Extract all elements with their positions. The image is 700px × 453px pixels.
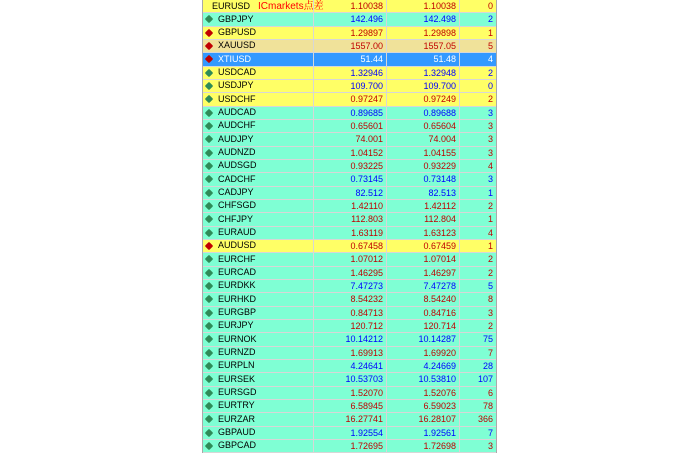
ask-price: 1.07014 <box>386 253 459 265</box>
symbol-cell <box>203 187 313 199</box>
symbol-row-euraud[interactable] <box>203 227 496 240</box>
symbol-cell <box>203 320 313 332</box>
spread-value: 2 <box>459 93 496 105</box>
symbol-cell <box>203 13 313 25</box>
ask-price: 0.93229 <box>386 160 459 172</box>
bid-price: 109.700 <box>313 80 386 92</box>
symbol-name: CADJPY <box>218 187 254 198</box>
bid-price: 1.69913 <box>313 347 386 359</box>
ask-price: 0.89688 <box>386 107 459 119</box>
symbol-name: AUDSGD <box>218 160 257 171</box>
symbol-status-icon <box>205 255 213 263</box>
symbol-row-eurpln[interactable] <box>203 360 496 373</box>
symbol-status-icon <box>205 109 213 117</box>
symbol-name: XTIUSD <box>218 53 252 64</box>
symbol-name: CHFJPY <box>218 213 254 224</box>
symbol-cell <box>203 80 313 92</box>
bid-price: 1.42110 <box>313 200 386 212</box>
symbol-name: EURSEK <box>218 373 256 384</box>
symbol-status-icon <box>205 215 213 223</box>
symbol-cell <box>203 373 313 385</box>
ask-price: 1.29898 <box>386 27 459 39</box>
symbol-row-audusd[interactable] <box>203 240 496 253</box>
symbol-cell <box>203 227 313 239</box>
symbol-cell <box>203 400 313 412</box>
symbol-cell <box>203 387 313 399</box>
symbol-row-gbpusd[interactable] <box>203 27 496 40</box>
symbol-name: AUDUSD <box>218 240 257 251</box>
ask-price: 74.004 <box>386 133 459 145</box>
bid-price: 1.32946 <box>313 67 386 79</box>
spread-value: 0 <box>459 80 496 92</box>
symbol-status-icon <box>205 15 213 23</box>
spread-value: 2 <box>459 320 496 332</box>
symbol-status-icon <box>204 4 208 8</box>
symbol-status-icon <box>205 282 213 290</box>
symbol-name: USDJPY <box>218 80 254 91</box>
bid-price: 8.54232 <box>313 293 386 305</box>
ask-price: 1.42112 <box>386 200 459 212</box>
symbol-row-gbpjpy[interactable] <box>203 13 496 26</box>
symbol-row-eurcad[interactable] <box>203 267 496 280</box>
symbol-row-eurchf[interactable] <box>203 253 496 266</box>
symbol-name: EURAUD <box>218 227 257 238</box>
symbol-name: AUDJPY <box>218 133 254 144</box>
bid-price: 10.53703 <box>313 373 386 385</box>
symbol-cell <box>203 200 313 212</box>
symbol-name: EURCHF <box>218 253 256 264</box>
symbol-row-cadjpy[interactable] <box>203 187 496 200</box>
symbol-cell <box>203 427 313 439</box>
symbol-status-icon <box>205 295 213 303</box>
ask-price: 1.92561 <box>386 427 459 439</box>
symbol-name: CHFSGD <box>218 200 256 211</box>
spread-value: 5 <box>459 40 496 52</box>
symbol-row-eurnzd[interactable] <box>203 347 496 360</box>
spread-value: 6 <box>459 387 496 399</box>
bid-price: 142.496 <box>313 13 386 25</box>
symbol-cell <box>203 333 313 345</box>
symbol-name: EURNOK <box>218 333 257 344</box>
symbol-status-icon <box>205 82 213 90</box>
symbol-cell <box>203 120 313 132</box>
annotation-text: ICmarkets点差 <box>258 0 324 12</box>
bid-price: 120.712 <box>313 320 386 332</box>
symbol-cell <box>203 413 313 425</box>
symbol-status-icon <box>205 268 213 276</box>
spread-value: 2 <box>459 267 496 279</box>
symbol-row-eurnok[interactable] <box>203 333 496 346</box>
symbol-cell <box>203 40 313 52</box>
symbol-row-eursek[interactable] <box>203 373 496 386</box>
ask-price: 6.59023 <box>386 400 459 412</box>
symbol-cell <box>203 53 313 65</box>
symbol-status-icon <box>205 175 213 183</box>
ask-price: 1.32948 <box>386 67 459 79</box>
symbol-name: AUDCHF <box>218 120 256 131</box>
symbol-cell <box>203 240 313 252</box>
spread-value: 4 <box>459 227 496 239</box>
symbol-name: EURNZD <box>218 347 256 358</box>
symbol-row-gbpaud[interactable] <box>203 427 496 440</box>
spread-value: 28 <box>459 360 496 372</box>
symbol-name: EURGBP <box>218 307 257 318</box>
symbol-row-usdchf[interactable] <box>203 93 496 106</box>
symbol-cell <box>203 347 313 359</box>
ask-price: 7.47278 <box>386 280 459 292</box>
symbol-row-chfsgd[interactable] <box>203 200 496 213</box>
symbol-name: GBPJPY <box>218 13 254 24</box>
ask-price: 1.72698 <box>386 440 459 452</box>
symbol-status-icon <box>205 55 213 63</box>
bid-price: 1557.00 <box>313 40 386 52</box>
ask-price: 10.14287 <box>386 333 459 345</box>
bid-price: 1.72695 <box>313 440 386 452</box>
symbol-status-icon <box>205 42 213 50</box>
bid-price: 6.58945 <box>313 400 386 412</box>
bid-price: 1.29897 <box>313 27 386 39</box>
spread-value: 78 <box>459 400 496 412</box>
ask-price: 51.48 <box>386 53 459 65</box>
ask-price: 109.700 <box>386 80 459 92</box>
symbol-status-icon <box>205 69 213 77</box>
bid-price: 1.46295 <box>313 267 386 279</box>
spread-value: 366 <box>459 413 496 425</box>
ask-price: 1.69920 <box>386 347 459 359</box>
spread-value: 75 <box>459 333 496 345</box>
symbol-name: EURUSD <box>212 0 251 11</box>
spread-value: 1 <box>459 27 496 39</box>
symbol-row-eurjpy[interactable] <box>203 320 496 333</box>
ask-price: 1.63123 <box>386 227 459 239</box>
symbol-name: AUDCAD <box>218 107 257 118</box>
symbol-cell <box>203 107 313 119</box>
ask-price: 112.804 <box>386 213 459 225</box>
symbol-row-usdjpy[interactable] <box>203 80 496 93</box>
ask-price: 10.53810 <box>386 373 459 385</box>
symbol-name: GBPAUD <box>218 427 256 437</box>
symbol-status-icon <box>205 95 213 103</box>
symbol-row-eurhkd[interactable] <box>203 293 496 306</box>
symbol-row-gbpcad[interactable] <box>203 440 496 453</box>
symbol-row-audcad[interactable] <box>203 107 496 120</box>
ask-price: 8.54240 <box>386 293 459 305</box>
spread-value: 3 <box>459 120 496 132</box>
symbol-name: GBPUSD <box>218 27 257 38</box>
symbol-row-cadchf[interactable] <box>203 173 496 186</box>
ask-price: 0.97249 <box>386 93 459 105</box>
symbol-row-eurzar[interactable] <box>203 413 496 426</box>
symbol-status-icon <box>205 428 213 436</box>
bid-price: 51.44 <box>313 53 386 65</box>
spread-value: 4 <box>459 160 496 172</box>
symbol-status-icon <box>205 402 213 410</box>
symbol-row-chfjpy[interactable] <box>203 213 496 226</box>
symbol-status-icon <box>205 29 213 37</box>
symbol-name: USDCHF <box>218 93 256 104</box>
symbol-cell <box>203 253 313 265</box>
symbol-status-icon <box>205 415 213 423</box>
symbol-status-icon <box>205 162 213 170</box>
spread-value: 3 <box>459 133 496 145</box>
symbol-status-icon <box>205 388 213 396</box>
spread-value: 1 <box>459 240 496 252</box>
symbol-name: EURCAD <box>218 267 257 278</box>
symbol-name: EURZAR <box>218 413 256 424</box>
symbol-cell <box>203 160 313 172</box>
spread-value: 2 <box>459 67 496 79</box>
symbol-name: EURHKD <box>218 293 257 304</box>
spread-value: 3 <box>459 147 496 159</box>
symbol-name: GBPCAD <box>218 440 257 451</box>
symbol-name: CADCHF <box>218 173 256 184</box>
symbol-cell <box>203 67 313 79</box>
symbol-status-icon <box>205 202 213 210</box>
symbol-row-eurdkk[interactable] <box>203 280 496 293</box>
ask-price: 120.714 <box>386 320 459 332</box>
bid-price: 4.24641 <box>313 360 386 372</box>
symbol-status-icon <box>205 228 213 236</box>
symbol-name: EURSGD <box>218 387 257 398</box>
spread-value: 3 <box>459 107 496 119</box>
symbol-cell <box>203 27 313 39</box>
symbol-status-icon <box>205 189 213 197</box>
symbol-status-icon <box>205 362 213 370</box>
ask-price: 0.73148 <box>386 173 459 185</box>
spread-value: 3 <box>459 173 496 185</box>
spread-value: 4 <box>459 53 496 65</box>
bid-price: 0.67458 <box>313 240 386 252</box>
symbol-row-usdcad[interactable] <box>203 67 496 80</box>
market-watch-table <box>202 0 497 453</box>
spread-value: 5 <box>459 280 496 292</box>
ask-price: 16.28107 <box>386 413 459 425</box>
bid-price: 0.65601 <box>313 120 386 132</box>
bid-price: 82.512 <box>313 187 386 199</box>
symbol-row-eurusd[interactable] <box>203 0 496 13</box>
symbol-cell <box>203 173 313 185</box>
symbol-status-icon <box>205 149 213 157</box>
ask-price: 4.24669 <box>386 360 459 372</box>
symbol-cell <box>203 440 313 452</box>
spread-value: 2 <box>459 200 496 212</box>
ask-price: 1.04155 <box>386 147 459 159</box>
bid-price: 0.89685 <box>313 107 386 119</box>
bid-price: 1.10038 <box>313 0 386 12</box>
symbol-row-audjpy[interactable] <box>203 133 496 146</box>
spread-value: 8 <box>459 293 496 305</box>
symbol-row-xauusd[interactable] <box>203 40 496 53</box>
ask-price: 1.46297 <box>386 267 459 279</box>
symbol-row-audsgd[interactable] <box>203 160 496 173</box>
symbol-cell <box>203 213 313 225</box>
ask-price: 1.52076 <box>386 387 459 399</box>
symbol-row-audchf[interactable] <box>203 120 496 133</box>
symbol-status-icon <box>205 335 213 343</box>
bid-price: 1.52070 <box>313 387 386 399</box>
symbol-name: USDCAD <box>218 67 257 78</box>
ask-price: 0.67459 <box>386 240 459 252</box>
bid-price: 1.04152 <box>313 147 386 159</box>
ask-price: 1557.05 <box>386 40 459 52</box>
symbol-status-icon <box>205 375 213 383</box>
ask-price: 0.65604 <box>386 120 459 132</box>
spread-value: 3 <box>459 440 496 452</box>
bid-price: 112.803 <box>313 213 386 225</box>
symbol-cell <box>203 307 313 319</box>
symbol-name: AUDNZD <box>218 147 256 158</box>
symbol-status-icon <box>205 348 213 356</box>
spread-value: 1 <box>459 213 496 225</box>
symbol-cell <box>203 280 313 292</box>
bid-price: 1.07012 <box>313 253 386 265</box>
bid-price: 0.73145 <box>313 173 386 185</box>
bid-price: 1.63119 <box>313 227 386 239</box>
ask-price: 82.513 <box>386 187 459 199</box>
symbol-cell <box>203 93 313 105</box>
symbol-status-icon <box>205 135 213 143</box>
spread-value: 3 <box>459 307 496 319</box>
bid-price: 0.84713 <box>313 307 386 319</box>
spread-value: 0 <box>459 0 496 12</box>
symbol-cell <box>203 133 313 145</box>
spread-value: 7 <box>459 427 496 439</box>
bid-price: 7.47273 <box>313 280 386 292</box>
symbol-cell <box>203 267 313 279</box>
symbol-row-eursgd[interactable] <box>203 387 496 400</box>
symbol-name: EURPLN <box>218 360 255 371</box>
symbol-row-eurtry[interactable] <box>203 400 496 413</box>
symbol-name: EURDKK <box>218 280 256 291</box>
symbol-status-icon <box>205 242 213 250</box>
bid-price: 0.93225 <box>313 160 386 172</box>
symbol-cell <box>203 0 324 12</box>
spread-value: 2 <box>459 13 496 25</box>
symbol-row-xtiusd[interactable] <box>203 53 496 66</box>
symbol-status-icon <box>205 322 213 330</box>
spread-value: 1 <box>459 187 496 199</box>
symbol-row-audnzd[interactable] <box>203 147 496 160</box>
symbol-cell <box>203 360 313 372</box>
bid-price: 74.001 <box>313 133 386 145</box>
symbol-cell <box>203 293 313 305</box>
symbol-name: XAUUSD <box>218 40 256 51</box>
spread-value: 7 <box>459 347 496 359</box>
symbol-status-icon <box>205 442 213 450</box>
symbol-status-icon <box>205 122 213 130</box>
bid-price: 10.14212 <box>313 333 386 345</box>
symbol-name: EURTRY <box>218 400 255 411</box>
ask-price: 1.10038 <box>386 0 459 12</box>
bid-price: 1.92554 <box>313 427 386 439</box>
ask-price: 0.84716 <box>386 307 459 319</box>
ask-price: 142.498 <box>386 13 459 25</box>
bid-price: 0.97247 <box>313 93 386 105</box>
bid-price: 16.27741 <box>313 413 386 425</box>
symbol-row-eurgbp[interactable] <box>203 307 496 320</box>
spread-value: 2 <box>459 253 496 265</box>
symbol-name: EURJPY <box>218 320 254 331</box>
symbol-status-icon <box>205 308 213 316</box>
spread-value: 107 <box>459 373 496 385</box>
symbol-cell <box>203 147 313 159</box>
